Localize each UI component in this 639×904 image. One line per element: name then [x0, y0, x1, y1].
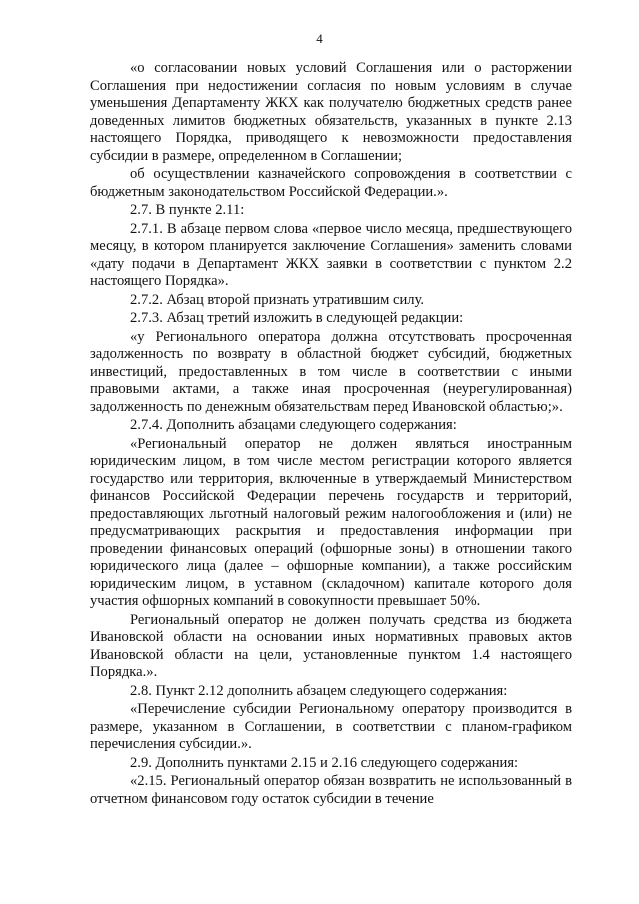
paragraph-9: «Региональный оператор не должен являться иностранным юридическим лицом, в том числе местом регистрации которого является государство или территория, включенные в утверждаемый Министерством финансов Российской Федерации перечень государств и территорий, предоставляющих льготный налоговый режим налогообложения и (или) не предусматривающих раскрытия и предоставления информации при проведении финансовых операций (офшорные зоны) в отношении такого юридического лица (далее – офшорные компании), а также российским юридическим лицом, в уставном (складочном) капитале которого доля участия офшорных компаний в совокупности превышает 50%.	[90, 435, 572, 609]
paragraph-5: 2.7.2. Абзац второй признать утратившим силу.	[130, 291, 425, 308]
paragraph-3: 2.7. В пункте 2.11:	[130, 202, 245, 218]
paragraph-8: 2.7.4. Дополнить абзацами следующего содержания:	[130, 417, 457, 433]
paragraph-2: об осуществлении казначейского сопровождения в соответствии с бюджетным законодательством Российской Федерации.».	[90, 166, 572, 200]
paragraph-14: «2.15. Региональный оператор обязан возвратить не использованный в отчетном финансовом году остаток субсидии в течение	[90, 773, 572, 807]
page-number: 4	[316, 31, 323, 46]
paragraph-7: «у Регионального оператора должна отсутствовать просроченная задолженность по возврату в областной бюджет субсидий, бюджетных инвестиций, предоставленных в том числе в соответствии с иными правовыми актами, а также иная просроченная (неурегулированная) задолженность по денежным обязательствам перед Ивановской областью;».	[90, 328, 572, 415]
paragraph-10: Региональный оператор не должен получать средства из бюджета Ивановской области на основании иных нормативных правовых актов Ивановской области на цели, установленные пунктом 1.4 настоящего Порядка.».	[90, 611, 572, 680]
paragraph-13: 2.9. Дополнить пунктами 2.15 и 2.16 следующего содержания:	[130, 754, 519, 771]
paragraph-1: «о согласовании новых условий Соглашения или о расторжении Соглашения при недостижении согласия по новым условиям в случае уменьшения Департаменту ЖКХ как получателю бюджетных средств ранее доведенных лимитов бюджетных обязательств, указанных в пункте 2.13 настоящего Порядка, приводящего к невозможности предоставления субсидии в размере, определенном в Соглашении;	[90, 60, 572, 164]
paragraph-6: 2.7.3. Абзац третий изложить в следующей редакции:	[130, 310, 464, 326]
paragraph-11: 2.8. Пункт 2.12 дополнить абзацем следующего содержания:	[130, 682, 508, 699]
paragraph-12: «Перечисление субсидии Региональному оператору производится в размере, указанном в Соглашении, в соответствии с планом-графиком перечисления субсидии.».	[90, 701, 572, 752]
document-body	[90, 60, 572, 809]
paragraph-4: 2.7.1. В абзаце первом слова «первое число месяца, предшествующего месяцу, в котором планируется заключение Соглашения» заменить словами «дату подачи в Департамент ЖКХ заявки в соответствии с пунктом 2.2 настоящего Порядка».	[90, 220, 572, 289]
